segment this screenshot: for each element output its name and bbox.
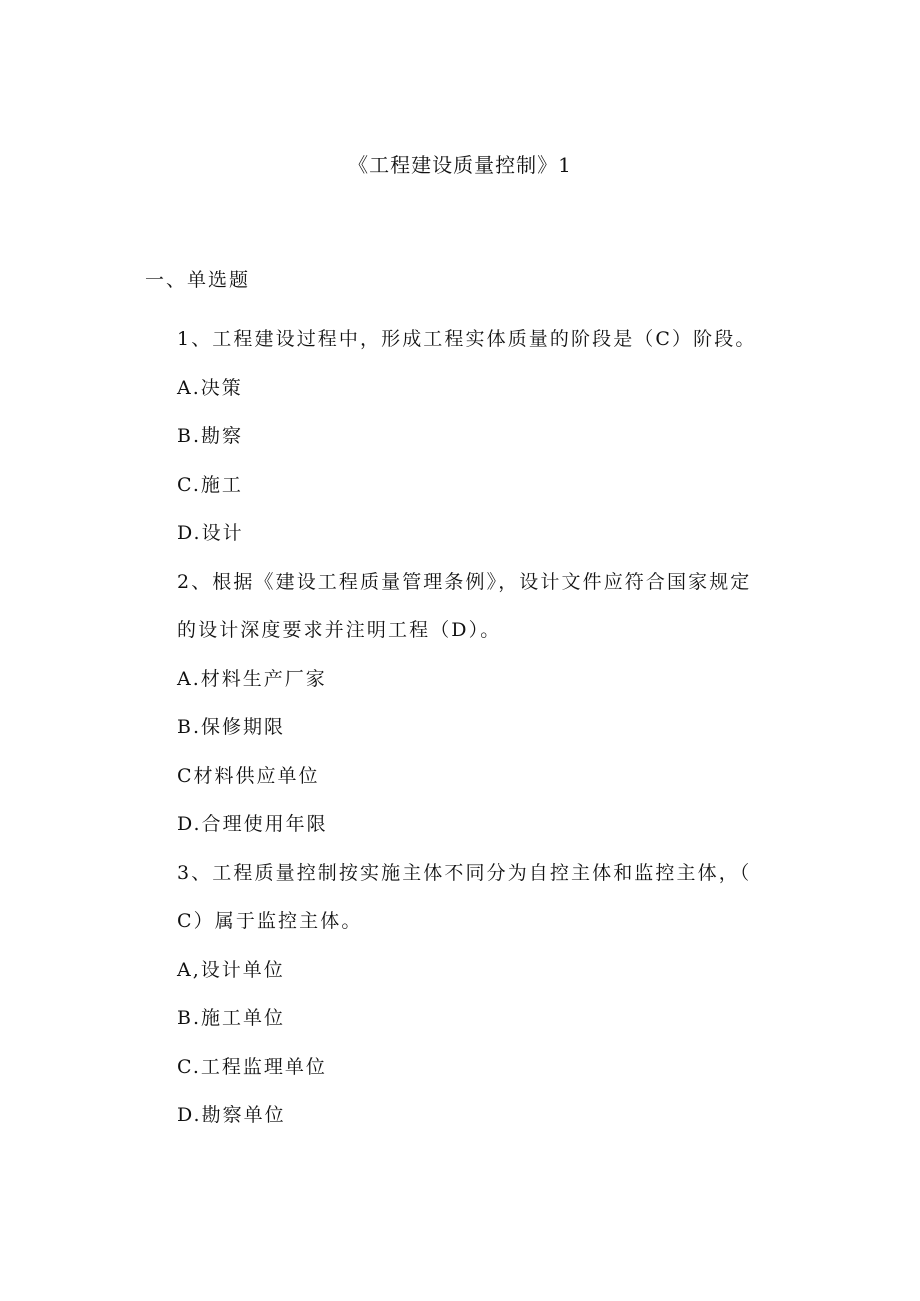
question-3-option-d: D.勘察单位 — [177, 1104, 286, 1126]
question-2-option-b: B.保修期限 — [177, 716, 286, 738]
question-2-option-d: D.合理使用年限 — [177, 813, 328, 835]
section-heading: 一、单选题 — [145, 269, 251, 291]
question-2-option-c: C材料供应单位 — [177, 764, 320, 787]
question-list — [177, 315, 777, 1140]
document-title: 《工程建设质量控制》1 — [348, 153, 572, 177]
question-1-option-d: D.设计 — [177, 522, 244, 544]
question-3-text-line-1: 3、工程质量控制按实施主体不同分为自控主体和监控主体，（ — [177, 861, 752, 884]
question-2-option-a: A.材料生产厂家 — [177, 667, 327, 690]
question-3-option-b: B.施工单位 — [177, 1007, 286, 1029]
question-1-option-a: A.决策 — [177, 376, 243, 399]
question-1-text: 1、工程建设过程中，形成工程实体质量的阶段是（C）阶段。 — [177, 328, 757, 350]
question-3-text-line-2: C）属于监控主体。 — [177, 910, 363, 932]
question-3-option-c: C.工程监理单位 — [177, 1055, 327, 1078]
question-1-option-c: C.施工 — [177, 473, 243, 496]
question-2-text-line-1: 2、根据《建设工程质量管理条例》，设计文件应符合国家规定 — [177, 570, 752, 593]
question-2-text-line-2: 的设计深度要求并注明工程（D）。 — [177, 619, 502, 641]
question-1-option-b: B.勘察 — [177, 425, 244, 447]
question-3-option-a: A,设计单位 — [177, 958, 285, 981]
